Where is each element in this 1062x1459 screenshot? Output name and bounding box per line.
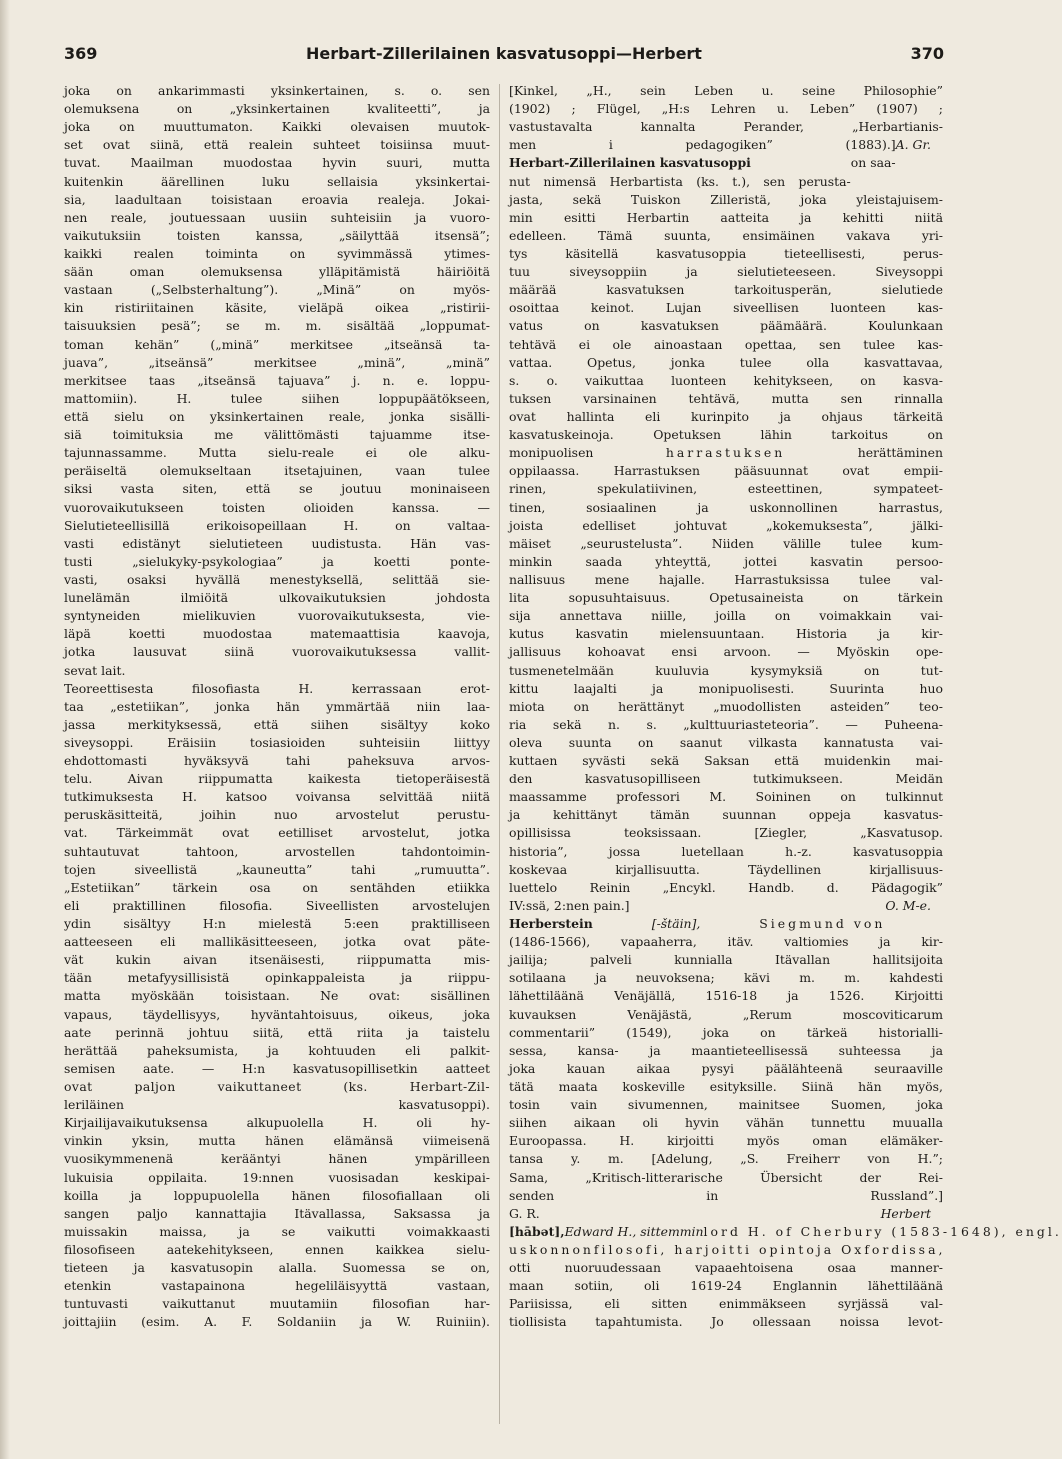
text-fragment: herättäminen [857, 445, 943, 461]
text-line: vapaus, täydellisyys, hyväntahtoisuus, oikeus, joka [64, 1006, 490, 1022]
text-line: Sama, „Kritisch-litterarische Übersicht der Rei- [509, 1169, 943, 1185]
text-line: ovat hallinta eli kurinpito ja ohjaus tärkeitä [509, 408, 943, 424]
text-line: sessa, kansa- ja maantieteellisessä suhteessa ja [509, 1042, 943, 1058]
text-line: maassamme professori M. Soininen on tulkinnut [509, 789, 943, 805]
text-line: joittajiin (esim. A. F. Soldaniin ja W. Ruiniin). [64, 1314, 490, 1330]
text-line: opillisissa teoksissaan. [Ziegler, „Kasvatusop. [509, 825, 943, 841]
text-line: merkitsee taas „itseänsä tajuava” j. n. e. loppu- [64, 372, 490, 388]
text-line: Euroopassa. H. kirjoitti myös oman elämäker- [509, 1133, 943, 1149]
text-line [509, 136, 943, 154]
text-line [509, 1223, 1062, 1241]
text-line: ja kehittänyt tämän suunnan oppeja kasvatus- [509, 807, 943, 823]
text-line: min esitti Herbartin aatteita ja kehitti niitä [509, 209, 943, 225]
text-line: leriläinen kasvatusoppi). [64, 1097, 490, 1113]
text-line: „Estetiikan” tärkein osa on sentähden etiikka [64, 879, 490, 895]
text-line: olemuksena on „yksinkertainen kvaliteetti”, ja [64, 101, 490, 117]
text-line: oppilaassa. Harrastuksen pääsuunnat ovat empii- [509, 463, 943, 479]
text-line: siihen aikaan oli hyvin vähän tunnettu muualla [509, 1115, 943, 1131]
text-line: taa „estetiikan”, jonka hän ymmärtää niin laa- [64, 698, 490, 714]
text-line: osoittaa keinot. Lujan siveellisen luonteen kas- [509, 300, 943, 316]
text-line: luettelo Reinin „Encykl. Handb. d. Pädagogik” [509, 879, 943, 895]
text-line: oleva suunta on saanut vilkasta kannatusta vai- [509, 734, 943, 750]
spaced-name: Siegmund von [759, 916, 886, 932]
running-header [64, 44, 944, 72]
text-line: tään metafyysillisistä opinkappaleista ja riippu- [64, 970, 490, 986]
text-line: sevat lait. [64, 662, 126, 678]
text-line: jailija; palveli kunnialla Itävallan hallitsijoita [509, 952, 943, 968]
text-line: etenkin vastapainona hegeliläisyyttä vastaan, [64, 1278, 490, 1294]
text-line: tuvat. Maailman muodostaa hyvin suuri, mutta [64, 155, 490, 171]
text-fragment: on saa- [850, 155, 896, 171]
running-title: Herbart-Zillerilainen kasvatusoppi—Herbert [306, 44, 702, 63]
text-line: tansa y. m. [Adelung, „S. Freiherr von H.”; [509, 1151, 943, 1167]
text-line: nut nimensä Herbartista (ks. t.), sen perusta- [509, 173, 851, 189]
text-line: ydin sisältyy H:n mielestä 5:een praktilliseen [64, 916, 490, 932]
text-line: vastaan („Selbsterhaltung”). „Minä” on myös- [64, 282, 490, 298]
citation-text: IV:ssä, 2:nen pain.] [509, 897, 630, 913]
text-line: sään oman olemuksensa ylläpitämistä häiriöitä [64, 264, 490, 280]
text-line [509, 1332, 943, 1350]
text-line: sangen paljo kannattajia Itävallassa, Saksassa ja [64, 1205, 490, 1221]
text-line [509, 897, 943, 915]
text-line: Sielutieteellisillä erikoisopeillaan H. on valtaa- [64, 517, 490, 533]
text-line: vasti, osaksi hyvällä menestyksellä, selittää sie- [64, 571, 490, 587]
text-line: kutus kasvatin mielensuuntaan. Historia ja kir- [509, 626, 943, 642]
text-line: lunelämän ilmiöitä ulkovaikutuksien johdosta [64, 590, 490, 606]
text-line: tusti „sielukyky-psykologiaa” ja koetti ponte- [64, 553, 490, 569]
text-line: senden in Russland”.] [509, 1187, 943, 1203]
text-line: jasta, sekä Tuiskon Zilleristä, joka yleistajuisem- [509, 191, 943, 207]
text-line: sia, laadultaan toisistaan eroavia realeja. Jokai- [64, 191, 490, 207]
text-line: edelleen. Tämä suunta, ensimäinen vakava yri- [509, 227, 943, 243]
text-line: joka kauan aikaa pysyi päälähteenä seuraaville [509, 1060, 943, 1076]
text-line: läpä koetti muodostaa matemaattisia kaavoja, [64, 626, 490, 642]
text-line: lita sopusuhtaisuus. Opetusaineista on tärkein [509, 590, 943, 606]
pronunciation: [-štäin], [651, 916, 701, 932]
text-line: semisen aate. — H:n kasvatusopillisetkin aatteet [64, 1060, 490, 1076]
author-signature: O. M-e. [885, 897, 931, 913]
text-line: sotilaana ja neuvoksena; kävi m. m. kahdesti [509, 970, 943, 986]
text-line: kuitenkin äärellinen luku sellaisia yksinkertai- [64, 173, 490, 189]
text-line: vuosikymmenenä kerääntyi hänen ympärilleen [64, 1151, 490, 1167]
text-line: kasvatuskeinoja. Opetuksen lähin tarkoitus on [509, 427, 943, 443]
text-line: siä toimituksia me välittömästi tajuamme itse- [64, 427, 490, 443]
text-line: kuttaen syvästi sekä Saksan että muidenkin mai- [509, 753, 943, 769]
text-line: minkin saada yhteyttä, jottei kasvatin persoo- [509, 553, 943, 569]
text-line: (1486-1566), vapaaherra, itäv. valtiomies ja kir- [509, 934, 943, 950]
text-line: tuksen varsinainen tehtävä, mutta sen rinnalla [509, 390, 943, 406]
text-line: den kasvatusopilliseen tutkimukseen. Meidän [509, 771, 943, 787]
author-signature: A. Gr. [895, 137, 931, 153]
text-line: joista edelliset johtuvat „kokemuksesta”, jälki- [509, 517, 943, 533]
citation-text: men i pedagogiken” (1883).] [509, 137, 896, 153]
text-line: määrää kasvatuksen tarkoitusperän, sielutiede [509, 282, 943, 298]
text-line: siveysoppi. Eräisiin tosiasioiden suhteisiin liittyy [64, 734, 490, 750]
text-line: kaikki realen toiminta on syvimmässä ytimes- [64, 245, 490, 261]
text-line: peruskäsitteitä, joihin nuo arvostelut perustu- [64, 807, 490, 823]
text-line: rinen, spekulatiivinen, esteettinen, sympateet- [509, 481, 943, 497]
text-line: tys käsitellä kasvatusoppia tieteellisesti, perus- [509, 245, 943, 261]
text-line: ria sekä n. s. „kulttuuriasteteoria”. — Puheena- [509, 716, 943, 732]
text-line: mäiset „seurustelusta”. Niiden välille tulee kum- [509, 535, 943, 551]
text-line: tajunnassamme. Mutta sielu-reale ei ole alku- [64, 445, 490, 461]
text-line: vatus on kasvatuksen päämäärä. Koulunkaan [509, 318, 943, 334]
text-line: sija annettava niille, joilla on voimakkain vai- [509, 608, 943, 624]
text-line: vuorovaikutukseen toisten olioiden kanssa. — [64, 499, 490, 515]
text-line: maan sotiin, oli 1619-24 Englannin lähettiläänä [509, 1278, 943, 1294]
text-line: matta myöskään toisistaan. Ne ovat: sisällinen [64, 988, 490, 1004]
text-line: joka on muuttumaton. Kaikki olevaisen muutok- [64, 119, 490, 135]
text-line: tehtävä ei ole ainoastaan opettaa, sen tulee kas- [509, 336, 943, 352]
text-line: vät kukin aivan itsenäisesti, riippumatta mis- [64, 952, 490, 968]
text-line [509, 154, 943, 172]
text-line: aatteeseen eli mallikäsitteeseen, jotka ovat päte- [64, 934, 490, 950]
text-line: juava”, „itseänsä” merkitsee „minä”, „minä” [64, 354, 490, 370]
spaced-term: harrastuksen [665, 445, 786, 461]
text-line: että sielu on yksinkertainen reale, jonka sisälli- [64, 408, 490, 424]
text-line: telu. Aivan riippumatta kaikesta tietoperäisestä [64, 771, 490, 787]
text-line: s. o. vaikuttaa luonteen kehitykseen, on kasva- [509, 372, 943, 388]
text-line: herättää paheksumista, ja kohtuuden eli palkit- [64, 1042, 490, 1058]
text-line: ehdottomasti hyväksyvä tahi paheksuva arvos- [64, 753, 490, 769]
text-line: uskonnonfilosofi, harjoitti opintoja Oxfordissa, [509, 1242, 946, 1257]
citation-text: G. R. [509, 1205, 540, 1221]
text-line: miota on herättänyt „muodollisten asteiden” teo- [509, 698, 943, 714]
text-line: commentarii” (1549), joka on tärkeä historialli- [509, 1024, 943, 1040]
entry-heading-herbert: [hābət], [509, 1223, 565, 1239]
text-line: kittu laajalti ja monipuolisesti. Suurinta huo [509, 680, 943, 696]
text-line: muissakin maissa, ja se vaikutti voimakkaasti [64, 1223, 490, 1239]
text-line: ovat paljon vaikuttaneet (ks. Herbart-Zil- [64, 1079, 490, 1095]
text-line: tinen, sosiaalinen ja uskonnollinen harrastus, [509, 499, 943, 515]
text-line: koilla ja loppupuolella hänen filosofiallaan oli [64, 1187, 490, 1203]
right-column [509, 82, 1062, 1430]
text-line: vasti edistänyt sielutieteen uudistusta. Hän vas- [64, 535, 490, 551]
text-line: tojen siveellistä „kauneutta” tahi „rumuutta”. [64, 861, 490, 877]
text-line [509, 915, 885, 933]
text-line: tuntuvasti vaikuttanut muutamiin filosofian har- [64, 1296, 490, 1312]
text-line: lähettiläänä Venäjällä, 1516-18 ja 1526. Kirjoitti [509, 988, 943, 1004]
left-page-number: 369 [64, 44, 98, 63]
text-line: joka on ankarimmasti yksinkertainen, s. o. sen [64, 83, 490, 98]
text-line: filosofiseen aatekehitykseen, ennen kaikkea sielu- [64, 1242, 490, 1257]
text-line: [Kinkel, „H., sein Leben u. seine Philosophie” [509, 83, 943, 98]
text-line: jassa merkityksessä, että siihen sisältyy koko [64, 716, 490, 732]
text-line [509, 1205, 943, 1223]
text-line: tätä maata koskeville esityksille. Siinä hän myös, [509, 1079, 943, 1095]
text-line: tosin vain sivumennen, mainitsee Suomen, joka [509, 1097, 943, 1113]
text-line: vinkin yksin, mutta hänen elämänsä viimeisenä [64, 1133, 490, 1149]
text-line: toman kehän” („minä” merkitsee „itseänsä ta- [64, 336, 490, 352]
text-line: tiollisista tapahtumista. Jo ollessaan noissa levot- [509, 1314, 943, 1330]
text-line: siksi vasta siten, että se joutuu moninaiseen [64, 481, 490, 497]
text-line: jallisuus kohoavat ensi arvoon. — Myöskin ope- [509, 644, 943, 660]
text-line: Teoreettisesta filosofiasta H. kerrassaan erot- [64, 680, 490, 696]
text-line: jotka lausuvat siinä vuorovaikutuksessa vallit- [64, 644, 490, 660]
text-line: taisuuksien pesä”; se m. m. sisältää „loppumat- [64, 318, 490, 334]
entry-heading-herberstein: Herberstein [509, 916, 593, 932]
pronunciation: Edward H., sittemmin [564, 1223, 704, 1239]
text-line: tutkimuksesta H. katsoo voivansa selvittää niitä [64, 789, 490, 805]
text-line: tieteen ja kasvatusopin alalla. Suomessa se on, [64, 1260, 490, 1276]
column-divider [499, 84, 500, 1424]
text-line: kin ristiriitainen käsite, vieläpä oikea „ristirii- [64, 300, 490, 316]
right-page-number: 370 [910, 44, 944, 63]
text-line: vastustavalta kannalta Perander, „Herbartianis- [509, 119, 943, 135]
text-fragment: monipuolisen [509, 445, 594, 461]
text-line: vat. Tärkeimmät ovat eetilliset arvostelut, jotka [64, 825, 490, 841]
text-line: set ovat siinä, että realein suhteet toisiinsa muut- [64, 137, 490, 153]
text-line: historia”, jossa luetellaan h.-z. kasvatusoppia [509, 843, 943, 859]
text-line: eli praktillinen filosofia. Siveellisten arvostelujen [64, 897, 490, 913]
left-column [64, 82, 490, 1430]
text-line: koskevaa kirjallisuutta. Täydellinen kirjallisuus- [509, 861, 943, 877]
spaced-name: lord H. of Cherbury (1583-1648), engl. [703, 1223, 1062, 1239]
text-line: Pariisissa, eli sitten enimmäkseen syrjässä val- [509, 1296, 943, 1312]
text-line: mattomiin). H. tulee siihen loppupäätökseen, [64, 390, 490, 406]
text-line: tuu siveysoppiin ja sielutieteeseen. Siveysoppi [509, 264, 943, 280]
text-line [509, 444, 943, 462]
text-line: aate perinnä johtuu siitä, että riita ja taistelu [64, 1024, 490, 1040]
text-line: suhtautuvat tahtoon, arvostellen tahdontoimin- [64, 843, 490, 859]
text-line: Kirjailijavaikutuksensa alkupuolella H. oli hy- [64, 1115, 490, 1131]
text-line: peräiseltä olemukseltaan itsetajuinen, vaan tulee [64, 463, 490, 479]
text-line: lukuisia oppilaita. 19:nnen vuosisadan keskipai- [64, 1169, 490, 1185]
text-line: vattaa. Opetus, jonka tulee olla kasvattavaa, [509, 354, 943, 370]
entry-heading-herbart-ziller: Herbart-Zillerilainen kasvatusoppi [509, 155, 751, 171]
text-line: kuvauksen Venäjästä, „Rerum moscoviticarum [509, 1006, 943, 1022]
text-line: tusmenetelmään kuuluvia kysymyksiä on tut- [509, 662, 943, 678]
text-line: nallisuus mene hajalle. Harrastuksissa tulee val- [509, 571, 943, 587]
text-line: (1902) ; Flügel, „H:s Lehren u. Leben” (1907) ; [509, 101, 943, 117]
text-line: syntyneiden mielikuvien vuorovaikutuksesta, vie- [64, 608, 490, 624]
text-line: otti nuoruudessaan vapaaehtoisena osaa manner- [509, 1260, 943, 1276]
text-line: vaikutuksiin toisten kanssa, „säilyttää itsensä”; [64, 227, 490, 243]
page-edge-shadow [0, 0, 10, 1459]
author-signature: Herbert [880, 1205, 931, 1221]
text-line: nen reale, joutuessaan uusiin suhteisiin ja vuoro- [64, 209, 490, 225]
